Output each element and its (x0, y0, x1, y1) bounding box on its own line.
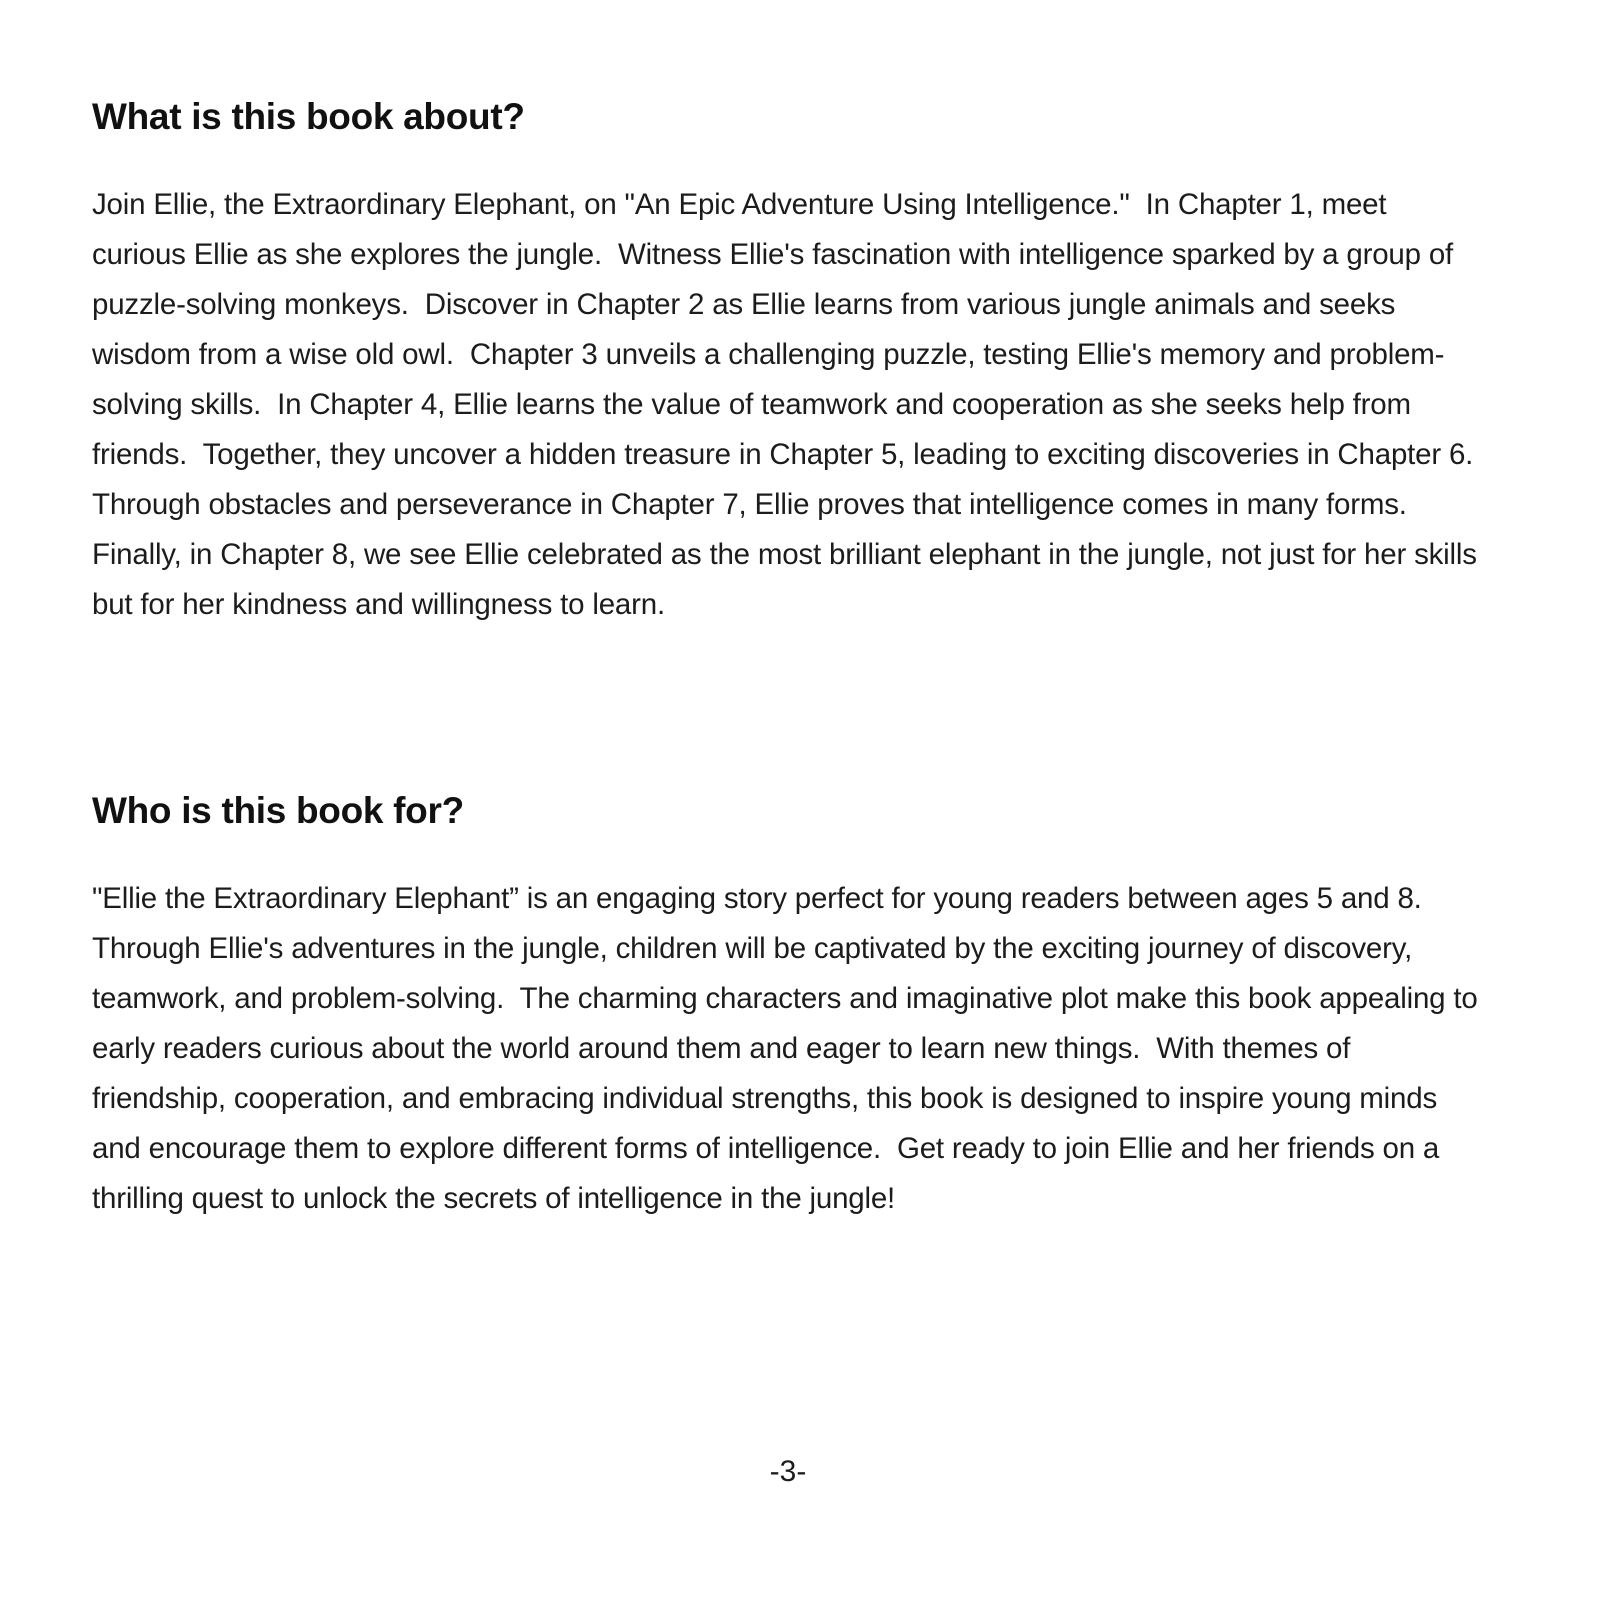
section-audience-body: "Ellie the Extraordinary Elephant” is an engaging story perfect for young readers between ages 5 and 8. Through Ellie's adventures in the jungle, children will be captivated by the exciting journey of discovery, teamwork, and problem-solving. The charming characters and imaginative plot make this book appealing to early readers curious about the world around them and eager to learn new things. With themes of friendship, cooperation, and embracing individual strengths, this book is designed to inspire young minds and encourage them to explore different forms of intelligence. Get ready to join Ellie and her friends on a thrilling quest to unlock the secrets of intelligence in the jungle! (92, 882, 1486, 1215)
section-audience (92, 790, 1490, 1224)
section-about-heading: What is this book about? (92, 96, 525, 137)
page-number: -3- (769, 1455, 807, 1488)
section-audience-heading: Who is this book for? (92, 790, 464, 831)
section-about (92, 96, 1490, 630)
section-about-body: Join Ellie, the Extraordinary Elephant, on "An Epic Adventure Using Intelligence." In Chapter 1, meet curious Ellie as she explores the jungle. Witness Ellie's fascination with intelligence sparked by a group of puzzle-solving monkeys. Discover in Chapter 2 as Ellie learns from various jungle animals and seeks wisdom from a wise old owl. Chapter 3 unveils a challenging puzzle, testing Ellie's memory and problem-solving skills. In Chapter 4, Ellie learns the value of teamwork and cooperation as she seeks help from friends. Together, they uncover a hidden treasure in Chapter 5, leading to exciting discoveries in Chapter 6. Through obstacles and perseverance in Chapter 7, Ellie proves that intelligence comes in many forms. Finally, in Chapter 8, we see Ellie celebrated as the most brilliant elephant in the jungle, not just for her skills but for her kindness and willingness to learn. (92, 188, 1489, 621)
